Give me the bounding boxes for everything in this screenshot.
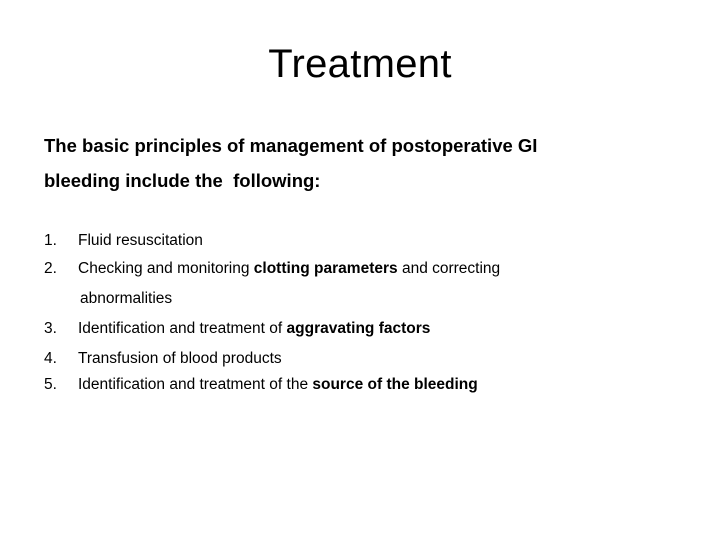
list-number: 5. — [44, 376, 57, 393]
list-item-4 — [44, 350, 282, 368]
list-item-text: Transfusion of blood products — [78, 350, 282, 367]
intro-line-2: bleeding include the following: — [44, 170, 321, 191]
list-number: 2. — [44, 260, 57, 277]
list-item-5 — [44, 376, 478, 394]
list-item-text-pre: Identification and treatment of the — [78, 376, 313, 393]
intro-text — [44, 128, 664, 198]
list-item-text-bold: source of the bleeding — [312, 376, 478, 393]
list-item-text-post: and correcting — [397, 260, 501, 277]
list-item-text-pre: Checking and monitoring — [78, 260, 254, 277]
slide-title: Treatment — [268, 42, 452, 86]
list-item-2-continuation — [44, 290, 172, 308]
list-item-text: Fluid resuscitation — [78, 232, 203, 249]
list-item-2 — [44, 260, 500, 278]
list-item-text-bold: clotting parameters — [253, 260, 398, 277]
list-item-text-pre: Identification and treatment of — [78, 320, 287, 337]
intro-line-1: The basic principles of management of postoperative GI — [44, 135, 538, 156]
list-item-1 — [44, 232, 203, 250]
list-item-3 — [44, 320, 430, 338]
list-number: 1. — [44, 232, 57, 249]
list-item-continuation: abnormalities — [80, 290, 173, 307]
list-item-text-bold: aggravating factors — [286, 320, 431, 337]
list-number: 4. — [44, 350, 57, 367]
list-number: 3. — [44, 320, 57, 337]
